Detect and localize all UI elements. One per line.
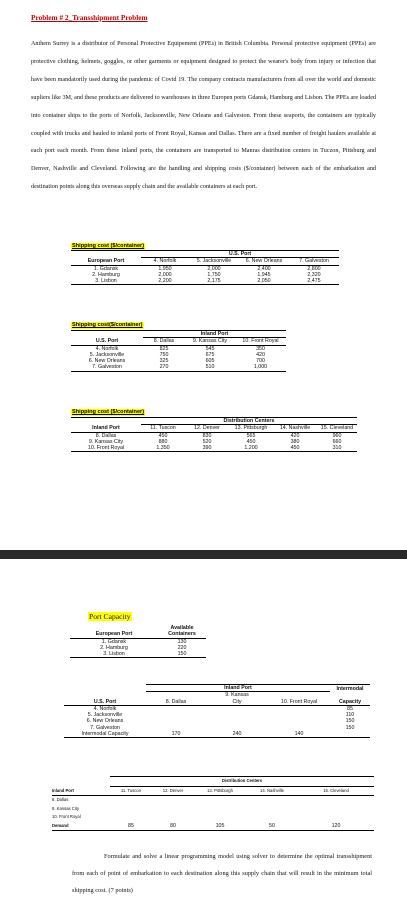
table1-group-header: U.S. Port (141, 251, 339, 258)
row-label: 6. New Orleans (86, 718, 124, 725)
table3-col: 13. Pittsburgh (229, 425, 273, 432)
table-row (64, 705, 370, 712)
cell: 510 (185, 364, 235, 371)
table-row (71, 445, 357, 452)
row-label: 8. Dallas (52, 797, 69, 802)
cell: 325 (159, 358, 169, 365)
intro-paragraph: Anthem Surrey is a distributor of Personal Protective Equipement (PPEs) in British Columbia. Personal protective equipment (PPEs) are protective clothing, helmets, goggles, or other garments or equipment designed to protect the wearer's body from injury or infection that have been mandatorily used during the pandemic of Covid 19. The company contracts manufacturers from all over the world and domestic supliers like 3M, and these products are delivered to warehouses in three Europen ports Gdansk, Hamburg and Lisbon. The PPEs are loaded into container ships to the ports of Norfolk, Jacksonville, New Orleans and Galveston. From these seaports, the containers are typically coupled with trucks and hauled to inland ports of Front Royal, Kansas and Dallas. There are a fixed number of freight haulers available at each port each month. From these inland ports, the containers are transported to Manras distribution centers in Tuczon, Pittsburg and Denver, Nashville and Cleveland. Following are the handling and shipping costs ($/container) between each of the embarkation and destination points along this overseas supply chain and the available containers at each port. (31, 41, 376, 191)
euro-row-header: European Port (70, 625, 158, 638)
cell: 105 (194, 822, 246, 831)
table2-row-header: U.S. Port (71, 338, 143, 345)
us-port-capacity-table (64, 684, 370, 738)
cell: 420 (256, 351, 265, 358)
table3-col: 14. Nashville (273, 425, 317, 432)
row-label: 1. Gdansk (93, 265, 119, 272)
shipping-cost-table-3 (71, 417, 357, 452)
page-divider (0, 550, 407, 559)
demand-col: 14. Nashville (246, 786, 298, 796)
cell: 2,000 (158, 271, 172, 278)
demand-group-header: Distribution Centers (110, 777, 374, 787)
demand-col: 11. Tuscon (110, 786, 152, 796)
table1-col: 5. Jacksonville (189, 258, 239, 265)
cell: 270 (143, 364, 185, 371)
row-label: Intermodal Capacity (64, 731, 146, 738)
cell: 1,950 (158, 265, 172, 272)
table3-col: 11. Tuscon (141, 425, 185, 432)
us-group-header: Inland Port (146, 685, 330, 692)
table2-label: Shipping cost($/container) (72, 322, 143, 328)
cell: 310 (317, 445, 357, 452)
us-capacity-header: Capacity (330, 699, 370, 706)
cell: 2,200 (141, 278, 189, 285)
cell: 2,475 (289, 278, 339, 285)
row-label: 10. Front Royal (52, 814, 81, 819)
cell: 880 (158, 438, 168, 445)
table-row (52, 822, 374, 831)
cell: 2,320 (307, 271, 321, 278)
table-row (64, 731, 370, 738)
cell: 825 (159, 345, 169, 352)
us-col: 10. Front Royal (268, 699, 330, 706)
cell: 85 (110, 822, 152, 831)
cell: 380 (290, 438, 300, 445)
table-row (71, 278, 339, 285)
table1-label: Shipping cost ($/container) (72, 243, 145, 249)
cell: 830 (202, 432, 212, 439)
problem-title: Problem # 2_Transshipment Problem (31, 13, 148, 22)
cell: 120 (298, 822, 374, 831)
row-label: 9. Kansas City (52, 805, 79, 811)
cell: 1,000 (235, 364, 286, 371)
us-right-header: Intermodal (330, 685, 370, 692)
cell: 960 (332, 432, 342, 439)
cell: 150 (345, 718, 355, 725)
table-row (71, 432, 357, 439)
row-label: 4. Norfolk (93, 705, 117, 712)
cell: 240 (206, 731, 268, 738)
table3-label: Shipping cost ($/container) (72, 409, 145, 415)
demand-col: 13. Pittsburgh (194, 786, 246, 796)
table2-col: 8. Dallas (143, 338, 185, 345)
cell: 2,050 (239, 278, 289, 285)
distribution-demand-table (52, 776, 374, 831)
cell: 85 (347, 705, 353, 712)
cell: 2,400 (257, 265, 271, 272)
euro-col-header: Available Containers (158, 625, 206, 638)
table3-row-header: Inland Port (71, 425, 141, 432)
row-label: 5. Jacksonville (89, 351, 125, 358)
cell: 350 (256, 345, 265, 352)
cell: 390 (185, 445, 229, 452)
row-label: 1. Gdansk (101, 638, 127, 645)
table-row (71, 364, 286, 371)
cell: 130 (177, 638, 187, 645)
cell: 520 (202, 438, 212, 445)
table2-col: 9. Kansas City (185, 338, 235, 345)
cell: 700 (256, 358, 265, 365)
cell: 545 (205, 345, 215, 352)
row-label: 9. Kansas City (88, 438, 124, 445)
table-row (70, 651, 206, 658)
row-label: 6. New Orleans (88, 358, 126, 365)
cell: 170 (146, 731, 206, 738)
cell: 2,800 (307, 265, 321, 272)
cell: 565 (246, 432, 256, 439)
us-col-sub: 9. Kansas (225, 692, 249, 699)
cell: 450 (158, 432, 168, 439)
port-capacity-title: Port Capacity (89, 612, 131, 621)
cell: 1,750 (207, 271, 221, 278)
cell: 140 (268, 731, 330, 738)
cell: 420 (290, 432, 300, 439)
cell: 675 (205, 351, 215, 358)
cell: 1,200 (229, 445, 273, 452)
table-row (52, 805, 374, 814)
cell: 80 (152, 822, 194, 831)
table3-group-header: Distribution Centers (141, 418, 357, 425)
instruction-paragraph: Formulate and solve a linear programming model using solver to determine the optimal transshipment from each of point of embarkation to each destination along this supply chain that will result in the minimum total shipping cost. (7 points) (72, 853, 372, 894)
table2-group-header: Inland Port (143, 331, 286, 338)
cell: 1,350 (141, 445, 185, 452)
cell: 2,000 (207, 265, 221, 272)
table1-col: 6. New Orleans (239, 258, 289, 265)
cell: 150 (158, 651, 206, 658)
cell: 450 (273, 445, 317, 452)
demand-col: 15. Cleveland (298, 786, 374, 796)
shipping-cost-table-1 (71, 250, 339, 285)
cell: 450 (246, 438, 256, 445)
row-label: 3. Lisbon (70, 651, 158, 658)
row-label: 8. Dallas (95, 432, 117, 439)
row-label: 10. Front Royal (71, 445, 141, 452)
table-row (52, 796, 374, 805)
table1-row-header: European Port (71, 258, 141, 265)
table3-col: 12. Denver (185, 425, 229, 432)
row-label: 4. Norfolk (95, 345, 119, 352)
cell: 1,945 (257, 271, 271, 278)
cell: 660 (332, 438, 342, 445)
cell: 220 (177, 644, 187, 651)
table3-col: 15. Cleveland (317, 425, 357, 432)
european-port-capacity-table (70, 625, 206, 658)
row-label: 3. Lisbon (71, 278, 141, 285)
table2-col: 10. Front Royal (235, 338, 286, 345)
shipping-cost-table-2 (71, 330, 286, 372)
row-label: 7. Galveston (71, 364, 143, 371)
us-row-header: U.S. Port (64, 699, 146, 706)
us-col-city: City (206, 699, 268, 706)
row-label: 2. Hamburg (92, 271, 120, 278)
cell: 150 (345, 724, 355, 731)
cell: 2,175 (189, 278, 239, 285)
row-label: Demand (52, 822, 110, 831)
table-row (52, 813, 374, 822)
us-col: 8. Dallas (146, 699, 206, 706)
table-row (71, 265, 339, 272)
cell: 605 (205, 358, 215, 365)
table-row (70, 638, 206, 645)
cell: 50 (246, 822, 298, 831)
table1-col: 4. Norfolk (141, 258, 189, 265)
row-label: 2. Hamburg (100, 644, 128, 651)
cell: 750 (159, 351, 169, 358)
demand-row-header: Inland Port (52, 786, 110, 796)
table-row (71, 345, 286, 352)
demand-col: 12. Denver (152, 786, 194, 796)
cell: 110 (345, 712, 355, 719)
row-label: 5. Jacksonville (87, 712, 123, 719)
row-label: 7. Galveston (90, 724, 120, 731)
table1-col: 7. Galveston (289, 258, 339, 265)
